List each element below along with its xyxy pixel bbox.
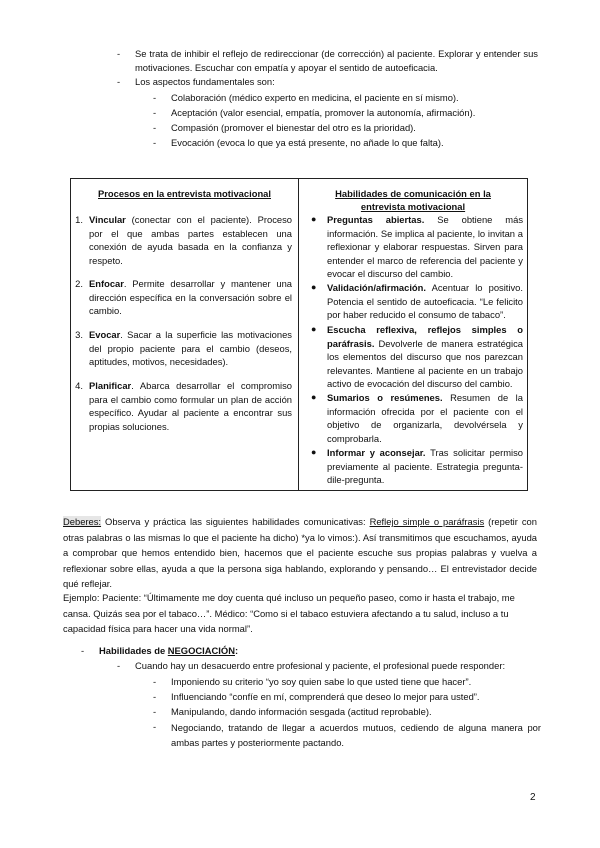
dash-marker: - bbox=[153, 122, 157, 133]
dash-marker: - bbox=[153, 92, 157, 103]
negociacion-title-keyword: NEGOCIACIÓN bbox=[167, 645, 235, 656]
process-number: 1. bbox=[75, 214, 83, 225]
skill-item bbox=[327, 446, 523, 487]
process-text: . Sacar a la superficie las motivaciones del propio paciente para el cambio (deseos, aptitudes, motivos, necesidades). bbox=[89, 329, 292, 368]
process-term: Evocar bbox=[89, 329, 121, 340]
process-text: (conectar con el paciente). Proceso por el que ambas partes establecen una conexión de ayuda basada en la confianza y respeto. bbox=[89, 214, 292, 266]
skill-item bbox=[327, 391, 523, 445]
skill-text: Resumen de la información ofrecida por el paciente con el objetivo de organizarla, devolvérsela y comprobarla. bbox=[327, 392, 523, 444]
process-term: Vincular bbox=[89, 214, 126, 225]
bullet-marker: ● bbox=[311, 214, 317, 224]
skill-term: Informar y aconsejar. bbox=[327, 447, 426, 458]
skill-item bbox=[327, 213, 523, 281]
bullet-marker: ● bbox=[311, 392, 317, 402]
skill-item bbox=[327, 281, 523, 322]
deberes-text: Observa y práctica las siguientes habilidades comunicativas: bbox=[101, 516, 370, 527]
deberes-text: (repetir con otras palabras o las mismas lo que el paciente ha dicho) *ya lo vimos:). Así transmitimos que escuchamos, ayuda a comprobar que hemos entendido bien, hacemos que el paciente escuche sus propias palabras y vuelva a reflexionar sobre ellas, ayuda a que la persona siga hablando, explorando y pensando… El entrevistador decide qué reflejar. bbox=[63, 516, 537, 590]
deberes-label: Deberes: bbox=[63, 516, 102, 527]
deberes-skill: Reflejo simple o paráfrasis bbox=[369, 516, 485, 527]
process-number: 4. bbox=[75, 380, 83, 391]
negociacion-title bbox=[99, 644, 529, 658]
skill-term: Escucha reflexiva, reflejos simples o paráfrasis. bbox=[327, 324, 523, 349]
process-term: Enfocar bbox=[89, 278, 124, 289]
negociacion-title-colon: : bbox=[234, 645, 239, 656]
process-item bbox=[89, 213, 292, 267]
dash-marker: - bbox=[153, 676, 157, 687]
dash-marker: - bbox=[153, 691, 157, 702]
page-number: 2 bbox=[530, 792, 536, 803]
negociacion-item: Influenciando “confíe en mí, comprenderá que deseo lo mejor para usted”. bbox=[171, 691, 480, 702]
dash-marker: - bbox=[117, 48, 121, 59]
process-number: 3. bbox=[75, 329, 83, 340]
aspect-item: Aceptación (valor esencial, empatía, promover la autonomía, afirmación). bbox=[171, 107, 476, 118]
aspect-item: Evocación (evoca lo que ya está presente, no añade lo que falta). bbox=[171, 137, 444, 148]
dash-marker: - bbox=[153, 137, 157, 148]
left-column-header: Procesos en la entrevista motivacional bbox=[98, 188, 271, 199]
skill-term: Validación/afirmación. bbox=[327, 282, 426, 293]
bullet-marker: ● bbox=[311, 282, 317, 292]
negociacion-sub: Cuando hay un desacuerdo entre profesional y paciente, el profesional puede responder: bbox=[135, 660, 506, 671]
skill-term: Preguntas abiertas. bbox=[327, 214, 425, 225]
process-term: Planificar bbox=[89, 380, 132, 391]
dash-marker: - bbox=[153, 721, 157, 732]
skill-text: Tras solicitar permiso previamente al paciente. Estrategia pregunta-dile-pregunta. bbox=[327, 447, 524, 486]
process-text: . Permite desarrollar y mantener una dirección específica en la conversación sobre el cambio. bbox=[89, 278, 292, 317]
negociacion-title-a: Habilidades de bbox=[99, 645, 168, 656]
skill-text: Devolverle de manera estratégica los elementos del discurso que nos parezcan relevantes. Mantiene al paciente en un trabajo activo de evocación del discurso del cambio. bbox=[327, 337, 523, 390]
skill-term: Sumarios o resúmenes. bbox=[327, 392, 443, 403]
ejemplo-paragraph: Ejemplo: Paciente: “Últimamente me doy cuenta qué incluso un pequeño paseo, como ir hasta el trabajo, me cansa. Quizás sea por el tabaco…”. Médico: “Como si el tabaco estuviera afectando a tu salud, incluso a tu capacidad física para hacer una vida normal”. bbox=[63, 592, 515, 635]
bullet-marker: ● bbox=[311, 324, 317, 334]
dash-marker: - bbox=[153, 107, 157, 118]
process-item bbox=[89, 328, 292, 369]
column-divider bbox=[298, 179, 299, 490]
process-item bbox=[89, 277, 292, 318]
aspect-item: Compasión (promover el bienestar del otro es la prioridad). bbox=[171, 122, 416, 133]
intro-item-2: Los aspectos fundamentales son: bbox=[135, 76, 275, 87]
dash-marker: - bbox=[81, 645, 85, 656]
dash-marker: - bbox=[153, 706, 157, 717]
dash-marker: - bbox=[117, 660, 121, 671]
skill-text: Se obtiene más información. Se implica al paciente, lo invitan a reflexionar y elaborar respuestas. Sirven para entender el marco de referencia del paciente y evocar el discurso del cambio. bbox=[327, 214, 524, 280]
negociacion-item: Manipulando, dando información sesgada (actitud reprobable). bbox=[171, 706, 432, 717]
process-text: . Abarca desarrollar el compromiso para el cambio como formular un plan de acción específico. Ayudar al paciente a encontrar sus propias soluciones. bbox=[89, 380, 292, 432]
negociacion-item: Negociando, tratando de llegar a acuerdos mutuos, cediendo de alguna manera por ambas partes y posteriormente pactando. bbox=[171, 722, 541, 748]
process-item bbox=[89, 379, 292, 433]
right-column-header: Habilidades de comunicación en la entrevista motivacional bbox=[335, 188, 491, 212]
intro-item-1: Se trata de inhibir el reflejo de redireccionar (de corrección) al paciente. Explorar y entender sus motivaciones. Escuchar con empatía y apoyar el sentido de autoeficacia. bbox=[135, 48, 538, 73]
motivational-interview-table bbox=[70, 178, 528, 491]
skill-item bbox=[327, 323, 523, 391]
dash-marker: - bbox=[117, 76, 121, 87]
skill-text: Acentuar lo positivo. Potencia el sentido de autoeficacia. “Le felicito por haber reducido el consumo de tabaco”. bbox=[327, 282, 523, 321]
bullet-marker: ● bbox=[311, 447, 317, 457]
process-number: 2. bbox=[75, 278, 83, 289]
aspect-item: Colaboración (médico experto en medicina, el paciente en sí mismo). bbox=[171, 92, 459, 103]
deberes-paragraph bbox=[63, 514, 537, 592]
negociacion-item: Imponiendo su criterio “yo soy quien sabe lo que usted tiene que hacer”. bbox=[171, 676, 472, 687]
